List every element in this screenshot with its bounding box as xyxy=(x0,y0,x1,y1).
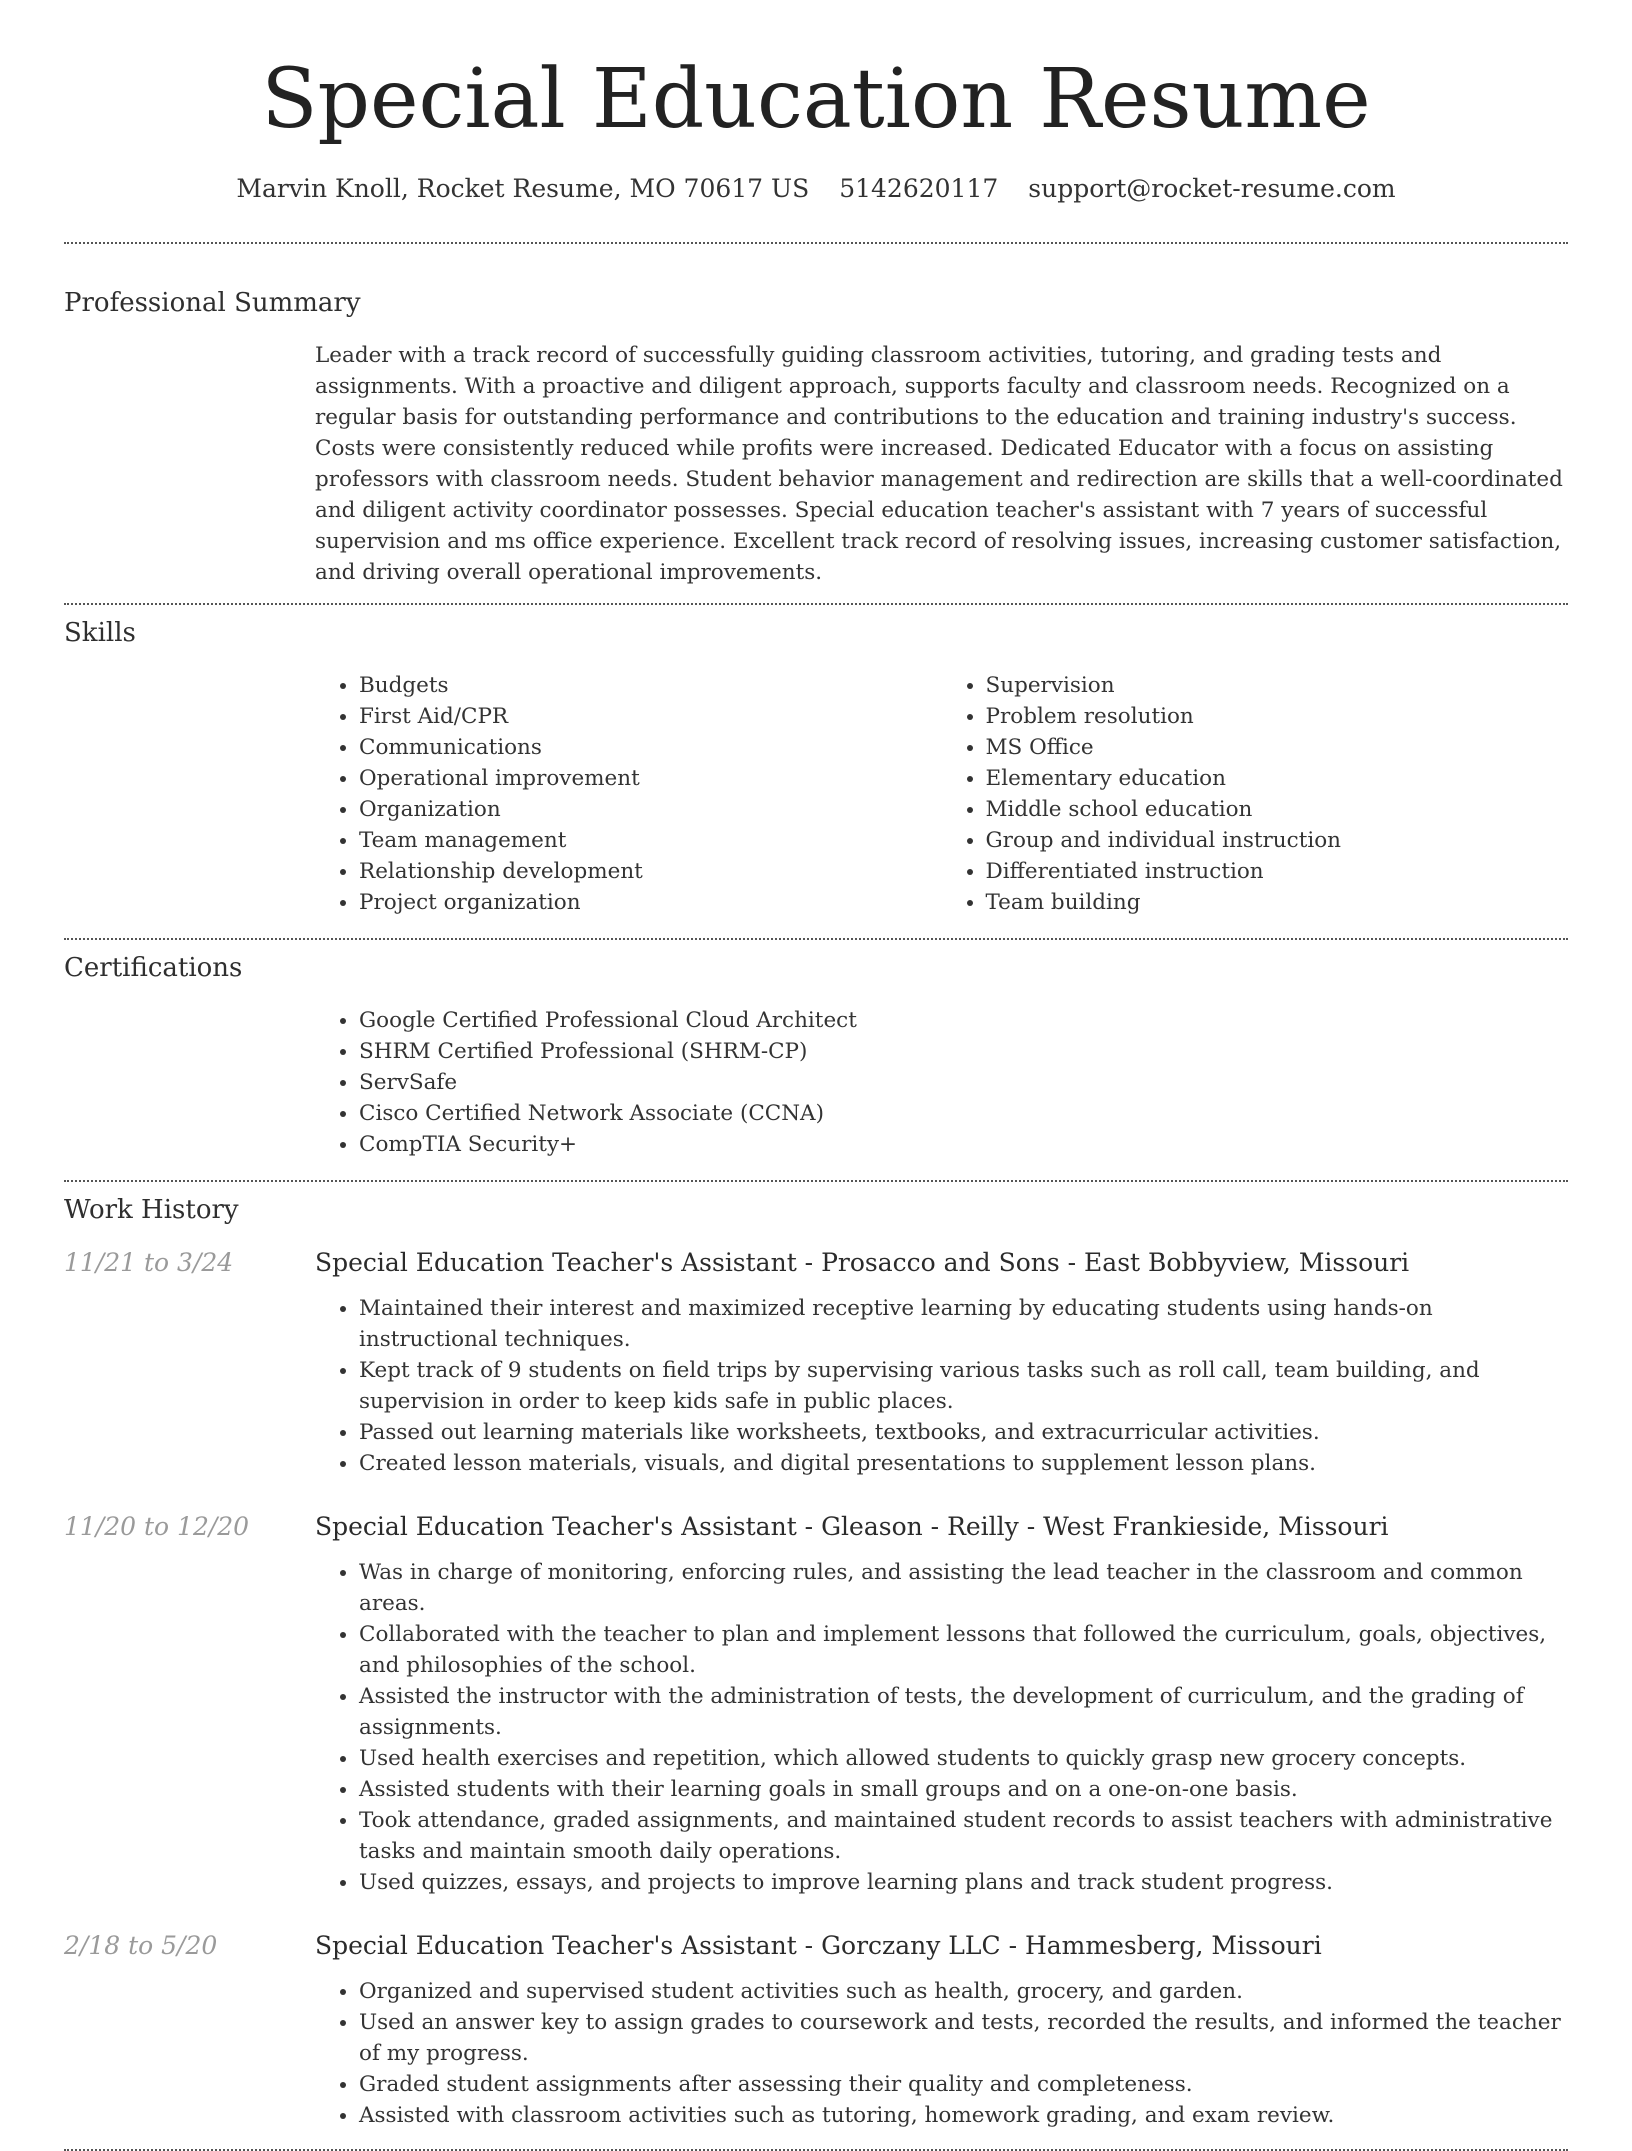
certification-item: • Cisco Certified Network Associate (CCNA) xyxy=(359,1098,1568,1129)
contact-address: Marvin Knoll, Rocket Resume, MO 70617 US xyxy=(236,174,810,203)
job-dates: 2/18 to 5/20 xyxy=(64,1931,218,1960)
skill-item: • Group and individual instruction xyxy=(986,825,1569,856)
job-bullet: • Kept track of 9 students on field trips by supervising various tasks such as roll call, team building, and supervision in order to keep kids safe in public places. xyxy=(359,1355,1568,1417)
job-header xyxy=(64,1245,1568,1281)
skill-item: • Operational improvement xyxy=(359,763,942,794)
job-bullets xyxy=(315,1557,1568,1898)
job-entry xyxy=(64,1928,1568,2131)
resume-page xyxy=(64,0,1568,2151)
job-bullet: • Passed out learning materials like worksheets, textbooks, and extracurricular activities. xyxy=(359,1417,1568,1448)
skill-item: • Budgets xyxy=(359,670,942,701)
job-bullet: • Used health exercises and repetition, which allowed students to quickly grasp new grocery concepts. xyxy=(359,1743,1568,1774)
job-bullet: • Graded student assignments after assessing their quality and completeness. xyxy=(359,2069,1568,2100)
job-body xyxy=(315,1293,1568,1479)
skill-item: • Team building xyxy=(986,887,1569,918)
skills-list-right xyxy=(942,670,1569,918)
work-heading: Work History xyxy=(64,1195,239,1225)
job-bullet: • Was in charge of monitoring, enforcing rules, and assisting the lead teacher in the classroom and common areas. xyxy=(359,1557,1568,1619)
job-dates: 11/21 to 3/24 xyxy=(64,1248,234,1277)
skill-item: • Team management xyxy=(359,825,942,856)
certifications-list xyxy=(315,1005,1568,1160)
job-bullet: • Created lesson materials, visuals, and digital presentations to supplement lesson plans. xyxy=(359,1448,1568,1479)
job-bullet: • Organized and supervised student activities such as health, grocery, and garden. xyxy=(359,1976,1568,2007)
job-body xyxy=(315,1976,1568,2131)
skill-item: • Problem resolution xyxy=(986,701,1569,732)
summary-heading: Professional Summary xyxy=(64,288,361,318)
summary-text: Leader with a track record of successfully guiding classroom activities, tutoring, and grading tests and assignments. With a proactive and diligent approach, supports faculty and classroom needs. Recognized on a regular basis for outstanding performance and contributions to the education and training industry's success. Costs were consistently reduced while profits were increased. Dedicated Educator with a focus on assisting professors with classroom needs. Student behavior management and redirection are skills that a well-coordinated and diligent activity coordinator possesses. Special education teacher's assistant with 7 years of successful supervision and ms office experience. Excellent track record of resolving issues, increasing customer satisfaction, and driving overall operational improvements. xyxy=(315,343,1563,585)
section-divider xyxy=(64,938,1568,940)
certification-item: • ServSafe xyxy=(359,1067,1568,1098)
certification-item: • CompTIA Security+ xyxy=(359,1129,1568,1160)
skill-item: • Relationship development xyxy=(359,856,942,887)
job-dates: 11/20 to 12/20 xyxy=(64,1512,250,1541)
contact-phone: 5142620117 xyxy=(839,174,999,203)
section-divider xyxy=(64,603,1568,605)
skill-item: • Project organization xyxy=(359,887,942,918)
skill-item: • Middle school education xyxy=(986,794,1569,825)
certification-item: • Google Certified Professional Cloud Architect xyxy=(359,1005,1568,1036)
resume-title: Special Education Resume xyxy=(261,52,1371,147)
contact-email: support@rocket-resume.com xyxy=(1028,174,1396,203)
skill-item: • Elementary education xyxy=(986,763,1569,794)
job-title: Special Education Teacher's Assistant - Prosacco and Sons - East Bobbyview, Missouri xyxy=(315,1248,1410,1277)
contact-line xyxy=(64,172,1568,206)
summary-body xyxy=(315,340,1568,588)
job-bullet: • Used an answer key to assign grades to coursework and tests, recorded the results, and informed the teacher of my progress. xyxy=(359,2007,1568,2069)
skills-grid xyxy=(315,670,1568,918)
section-divider xyxy=(64,242,1568,244)
job-entry xyxy=(64,1245,1568,1479)
job-header xyxy=(64,1509,1568,1545)
job-bullet: • Took attendance, graded assignments, and maintained student records to assist teachers with administrative tasks and maintain smooth daily operations. xyxy=(359,1805,1568,1867)
job-header xyxy=(64,1928,1568,1964)
job-bullet: • Maintained their interest and maximized receptive learning by educating students using hands-on instructional techniques. xyxy=(359,1293,1568,1355)
job-title: Special Education Teacher's Assistant - Gorczany LLC - Hammesberg, Missouri xyxy=(315,1931,1322,1960)
skill-item: • Differentiated instruction xyxy=(986,856,1569,887)
certifications-body xyxy=(315,1005,1568,1160)
job-entry xyxy=(64,1509,1568,1898)
certifications-heading: Certifications xyxy=(64,953,243,983)
job-title: Special Education Teacher's Assistant - Gleason - Reilly - West Frankieside, Missouri xyxy=(315,1512,1389,1541)
skill-item: • MS Office xyxy=(986,732,1569,763)
skills-list-left xyxy=(315,670,942,918)
job-bullets xyxy=(315,1293,1568,1479)
job-body xyxy=(315,1557,1568,1898)
skill-item: • Communications xyxy=(359,732,942,763)
skill-item: • Supervision xyxy=(986,670,1569,701)
job-bullet: • Assisted the instructor with the administration of tests, the development of curriculum, and the grading of assignments. xyxy=(359,1681,1568,1743)
job-bullets xyxy=(315,1976,1568,2131)
job-bullet: • Assisted students with their learning goals in small groups and on a one-on-one basis. xyxy=(359,1774,1568,1805)
skills-heading: Skills xyxy=(64,618,136,648)
job-bullet: • Collaborated with the teacher to plan and implement lessons that followed the curriculum, goals, objectives, and philosophies of the school. xyxy=(359,1619,1568,1681)
job-bullet: • Used quizzes, essays, and projects to improve learning plans and track student progress. xyxy=(359,1867,1568,1898)
skill-item: • First Aid/CPR xyxy=(359,701,942,732)
job-bullet: • Assisted with classroom activities such as tutoring, homework grading, and exam review. xyxy=(359,2100,1568,2131)
certification-item: • SHRM Certified Professional (SHRM-CP) xyxy=(359,1036,1568,1067)
section-divider xyxy=(64,1180,1568,1182)
skill-item: • Organization xyxy=(359,794,942,825)
